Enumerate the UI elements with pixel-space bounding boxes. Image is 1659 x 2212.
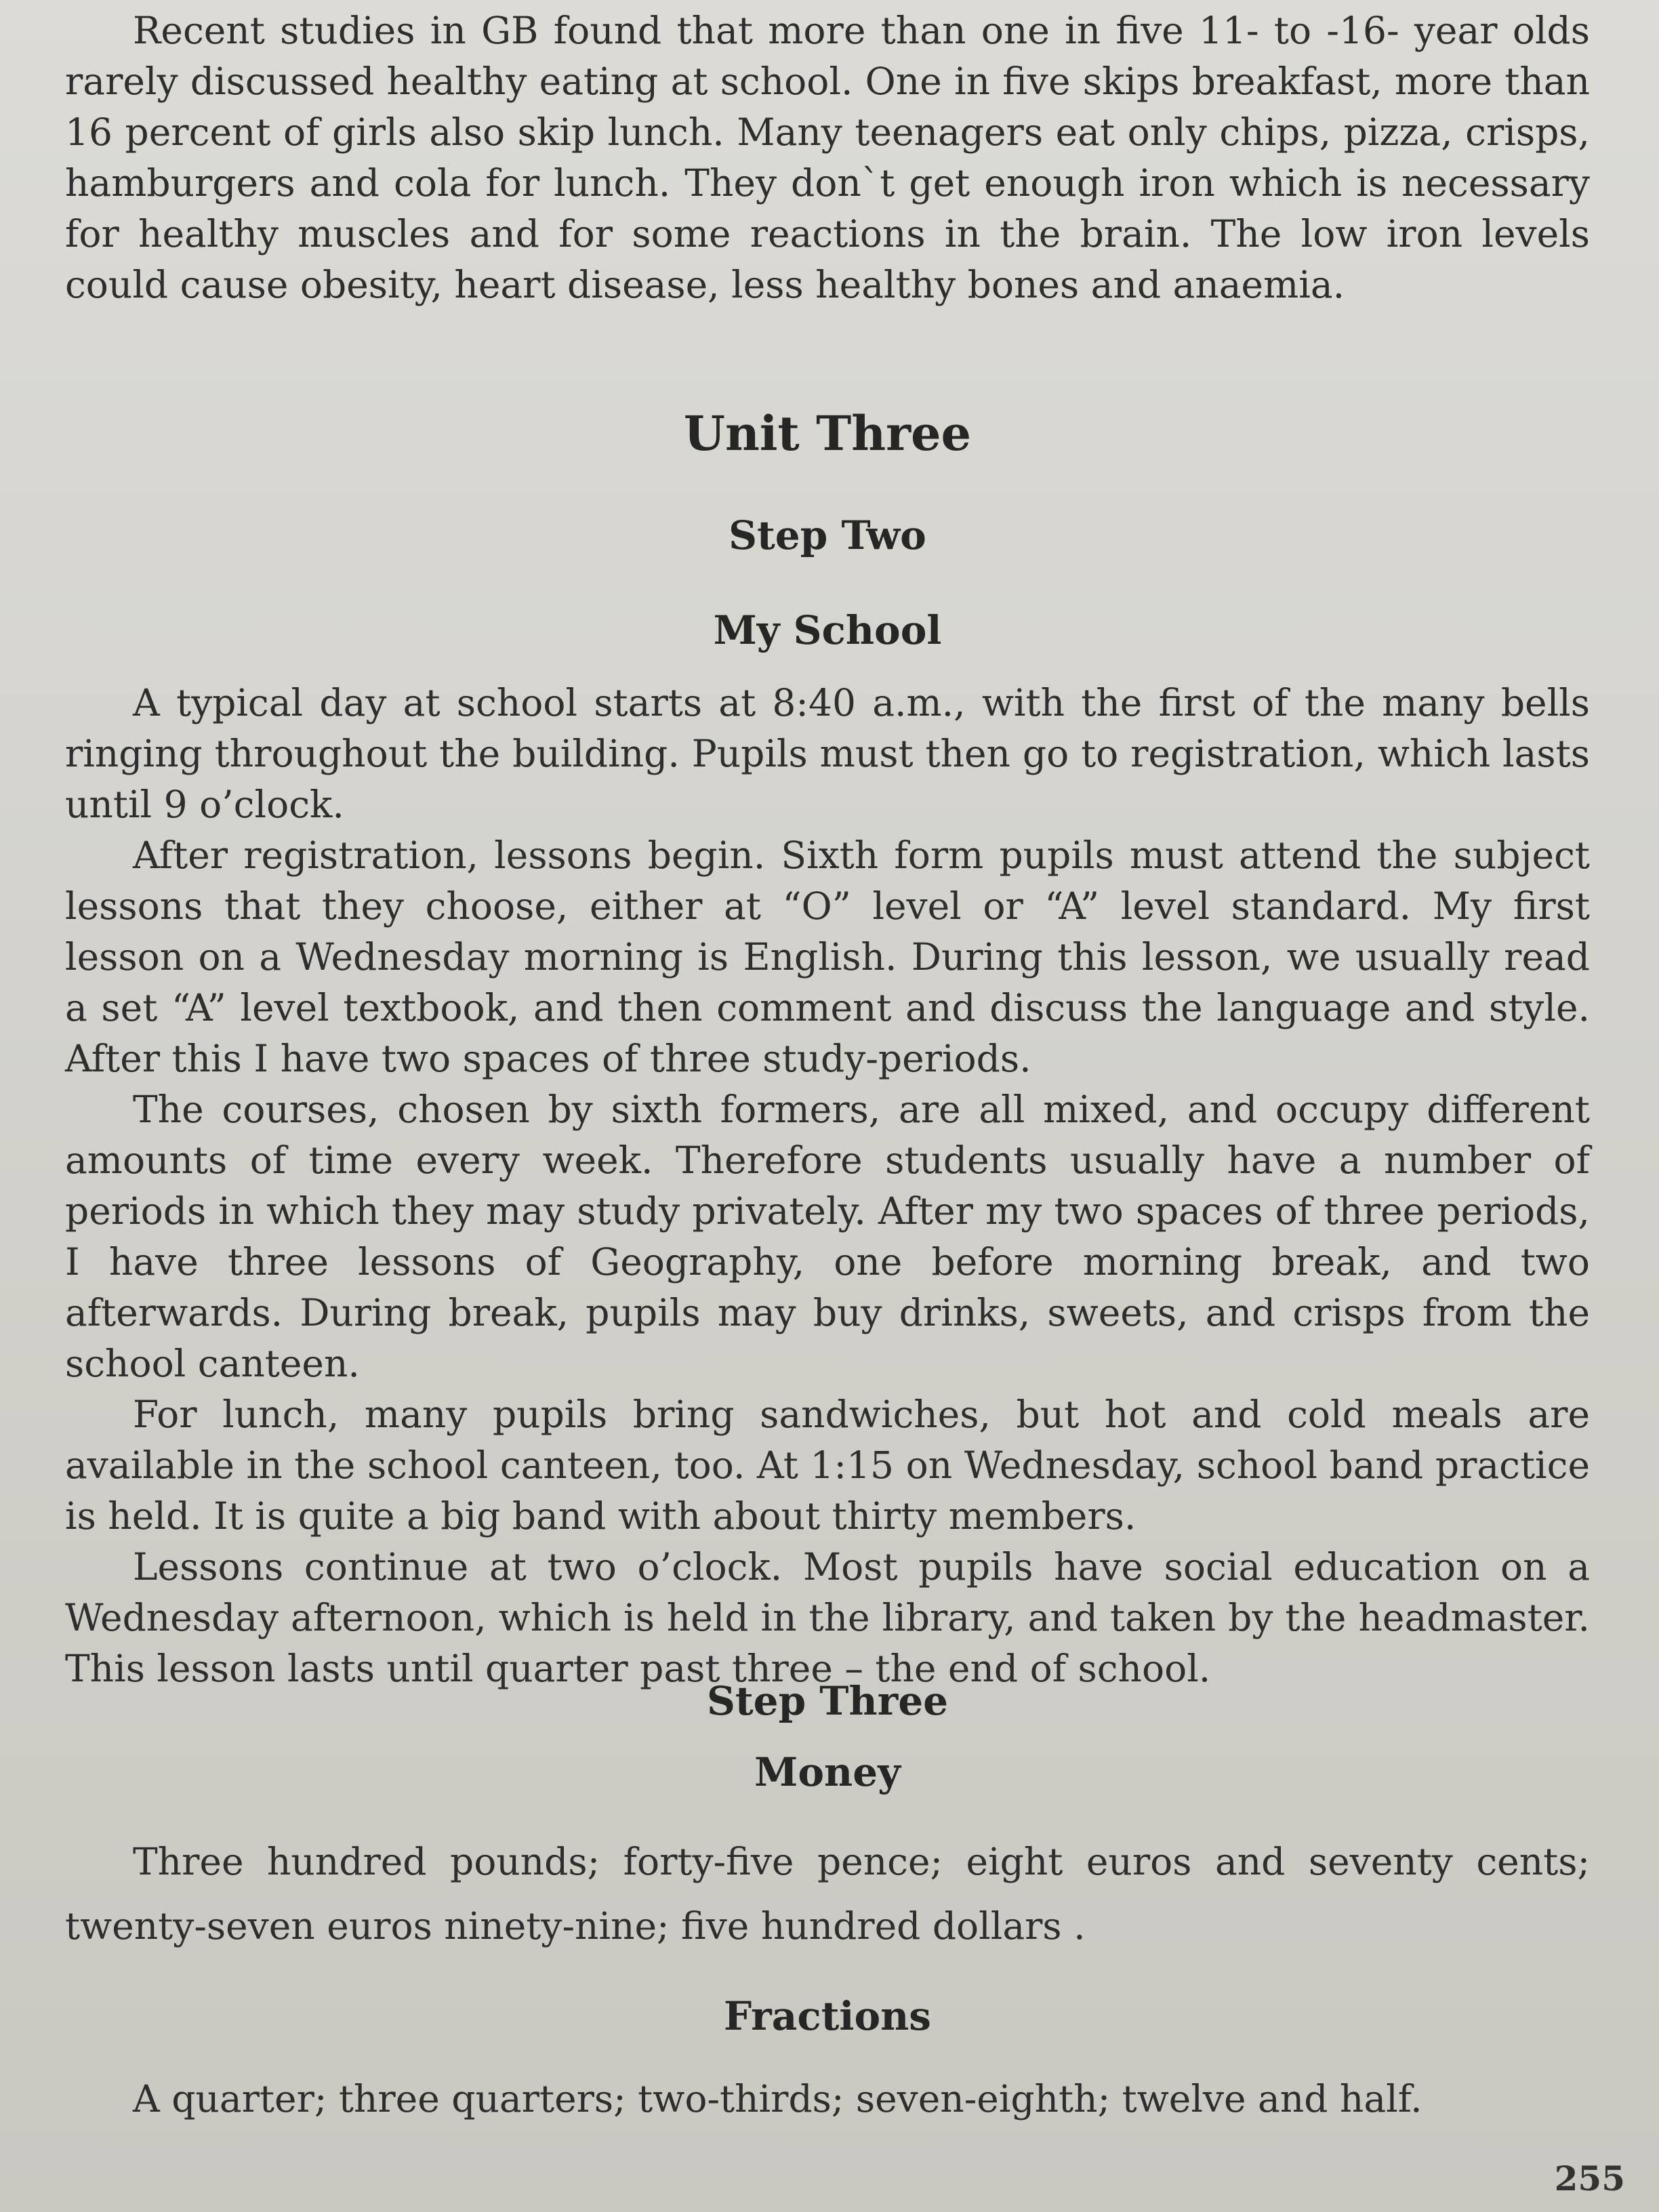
my-school-paragraph-4: For lunch, many pupils bring sandwiches, but hot and cold meals are available in the school canteen, too. At 1:15 on Wednesday, school band practice is held. It is quite a big band with about thirty members. [65, 1393, 1590, 1538]
unit-title-block [65, 403, 1590, 464]
my-school-paragraph-2: After registration, lessons begin. Sixth form pupils must attend the subject lessons that they choose, either at “O” level or “A” level standard. My first lesson on a Wednesday morning is English. During this lesson, we usually read a set “A” level textbook, and then comment and discuss the language and style. After this I have two spaces of three study-periods. [65, 834, 1590, 1080]
my-school-paragraph-3: The courses, chosen by sixth formers, are all mixed, and occupy different amounts of time every week. Therefore students usually have a number of periods in which they may study privately. After my two spaces of three periods, I have three lessons of Geography, one before morning break, and two afterwards. During break, pupils may buy drinks, sweets, and crisps from the school canteen. [65, 1088, 1590, 1385]
step-two-heading: Step Two [729, 512, 926, 558]
intro-paragraph: Recent studies in GB found that more than one in five 11- to -16- year olds rarely discussed healthy eating at school. One in five skips breakfast, more than 16 percent of girls also skip lunch. Many teenagers eat only chips, pizza, crisps, hamburgers and cola for lunch. They don`t get enough iron which is necessary for healthy muscles and for some reactions in the brain. The low iron levels could cause obesity, heart disease, less healthy bones and anaemia. [65, 9, 1590, 306]
my-school-section [65, 678, 1590, 1694]
fractions-heading: Fractions [724, 1993, 931, 2039]
money-text: Three hundred pounds; forty-five pence; eight euros and seventy cents; twenty-seven euros ninety-nine; five hundred dollars . [65, 1840, 1590, 1948]
step-three-heading-block [65, 1674, 1590, 1728]
unit-title: Unit Three [683, 405, 972, 462]
my-school-paragraph-1: A typical day at school starts at 8:40 a.m., with the first of the many bells ringing throughout the building. Pupils must then go to registration, which lasts until 9 o’clock. [65, 681, 1590, 826]
fractions-section [65, 2074, 1590, 2125]
step-two-heading-block [65, 508, 1590, 562]
my-school-heading-block [65, 603, 1590, 657]
money-section [65, 1830, 1590, 1959]
money-heading: Money [754, 1749, 901, 1795]
page-number: 255 [1554, 2158, 1625, 2198]
my-school-heading: My School [713, 607, 942, 653]
step-three-heading: Step Three [706, 1678, 948, 1724]
intro-section [65, 5, 1590, 310]
money-heading-block [65, 1745, 1590, 1799]
my-school-paragraph-5: Lessons continue at two o’clock. Most pupils have social education on a Wednesday afternoon, which is held in the library, and taken by the headmaster. This lesson lasts until quarter past three – the end of school. [65, 1545, 1590, 1690]
fractions-text: A quarter; three quarters; two-thirds; seven-eighth; twelve and half. [133, 2077, 1422, 2121]
fractions-heading-block [65, 1989, 1590, 2043]
